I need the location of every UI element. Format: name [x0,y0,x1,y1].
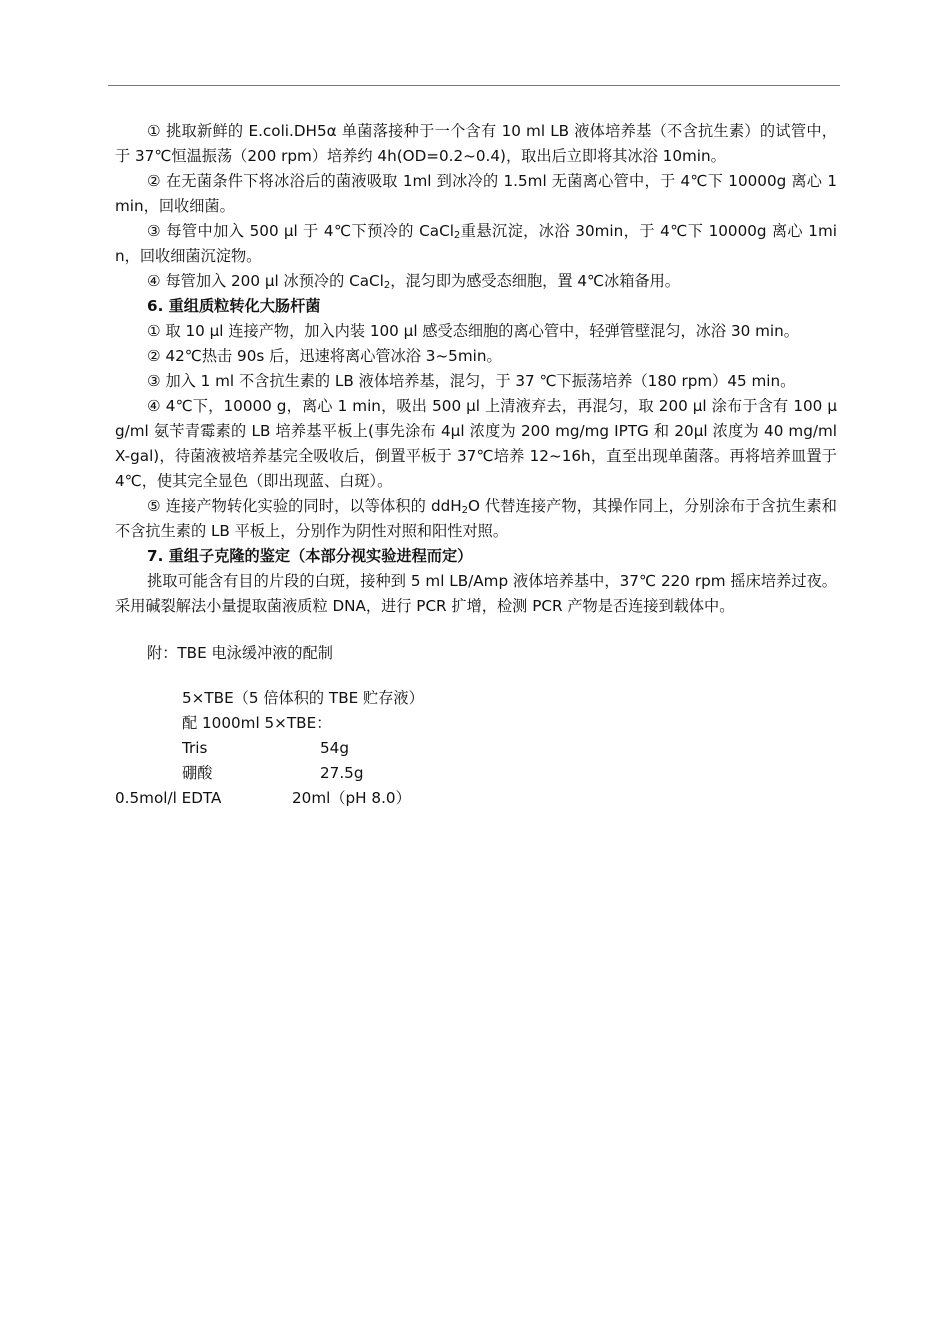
step-paragraph [115,219,837,269]
ingredient-name: 0.5mol/l EDTA [115,789,222,807]
tbe-ingredient-row [115,736,837,761]
ingredient-name: Tris [182,739,208,757]
step-paragraph: ① 取 10 μl 连接产物，加入内装 100 μl 感受态细胞的离心管中，轻弹管壁混匀，冰浴 30 min。 [147,322,799,340]
text-run: 重悬沉淀，冰浴 30min，于 4℃下 10000g 离心 1min，回收细菌沉淀物。 [115,222,837,265]
section-heading: 6. 重组质粒转化大肠杆菌 [147,297,321,315]
text-run: ⑤ 连接产物转化实验的同时，以等体积的 ddH [147,497,462,515]
ingredient-amount: 54g [320,739,349,757]
step-paragraph [115,494,837,544]
step-paragraph [115,269,837,294]
step-paragraph: ② 42℃热击 90s 后，迅速将离心管冰浴 3~5min。 [147,347,502,365]
subscript: 2 [453,230,461,241]
section-heading: 7. 重组子克隆的鉴定（本部分视实验进程而定） [147,547,473,565]
ingredient-amount: 20ml（pH 8.0） [292,789,411,807]
text-run: ③ 每管中加入 500 μl 于 4℃下预冷的 CaCl [147,222,454,240]
tbe-ingredient-row [115,786,837,811]
ingredient-amount: 27.5g [320,764,364,782]
step-paragraph: 挑取可能含有目的片段的白斑，接种到 5 ml LB/Amp 液体培养基中，37℃ 220 rpm 摇床培养过夜。采用碱裂解法小量提取菌液质粒 DNA，进行 PCR 扩增，检测 PCR 产物是否连接到载体中。 [115,572,837,615]
text-run: ④ 每管加入 200 μl 冰预冷的 CaCl [147,272,384,290]
header-rule [108,85,840,86]
tbe-title-row [115,686,837,711]
tbe-subtitle: 配 1000ml 5×TBE： [182,714,332,732]
tbe-recipe [115,686,837,811]
text-run: O 代替连接产物，其操作同上，分别涂布于含抗生素和不含抗生素的 LB 平板上，分别作为阴性对照和阳性对照。 [115,497,837,540]
tbe-ingredient-row [115,761,837,786]
subscript: 2 [383,280,391,291]
ingredient-name: 硼酸 [182,764,213,782]
text-run: ，混匀即为感受态细胞，置 4℃冰箱备用。 [390,272,680,290]
appendix-note: 附：TBE 电泳缓冲液的配制 [147,644,333,662]
tbe-title: 5×TBE（5 倍体积的 TBE 贮存液） [182,689,424,707]
document-body [115,119,837,811]
tbe-subtitle-row [115,711,837,736]
step-paragraph: ① 挑取新鲜的 E.coli.DH5α 单菌落接种于一个含有 10 ml LB 液体培养基（不含抗生素）的试管中，于 37℃恒温振荡（200 rpm）培养约 4h(OD=0.2~0.4)，取出后立即将其冰浴 10min。 [115,122,837,165]
subscript: 2 [461,505,469,516]
step-paragraph: ③ 加入 1 ml 不含抗生素的 LB 液体培养基，混匀，于 37 ℃下振荡培养（180 rpm）45 min。 [147,372,796,390]
step-paragraph: ④ 4℃下，10000 g，离心 1 min，吸出 500 μl 上清液弃去，再混匀，取 200 μl 涂布于含有 100 μg/ml 氨苄青霉素的 LB 培养基平板上(事先涂布 4μl 浓度为 200 mg/mg IPTG 和 20μl 浓度为 40 mg/ml X-gal)，待菌液被培养基完全吸收后，倒置平板于 37℃培养 12~16h，直至出现单菌落。再将培养皿置于 4℃，使其完全显色（即出现蓝、白斑）。 [115,397,837,490]
step-paragraph: ② 在无菌条件下将冰浴后的菌液吸取 1ml 到冰冷的 1.5ml 无菌离心管中，于 4℃下 10000g 离心 1min，回收细菌。 [115,172,837,215]
